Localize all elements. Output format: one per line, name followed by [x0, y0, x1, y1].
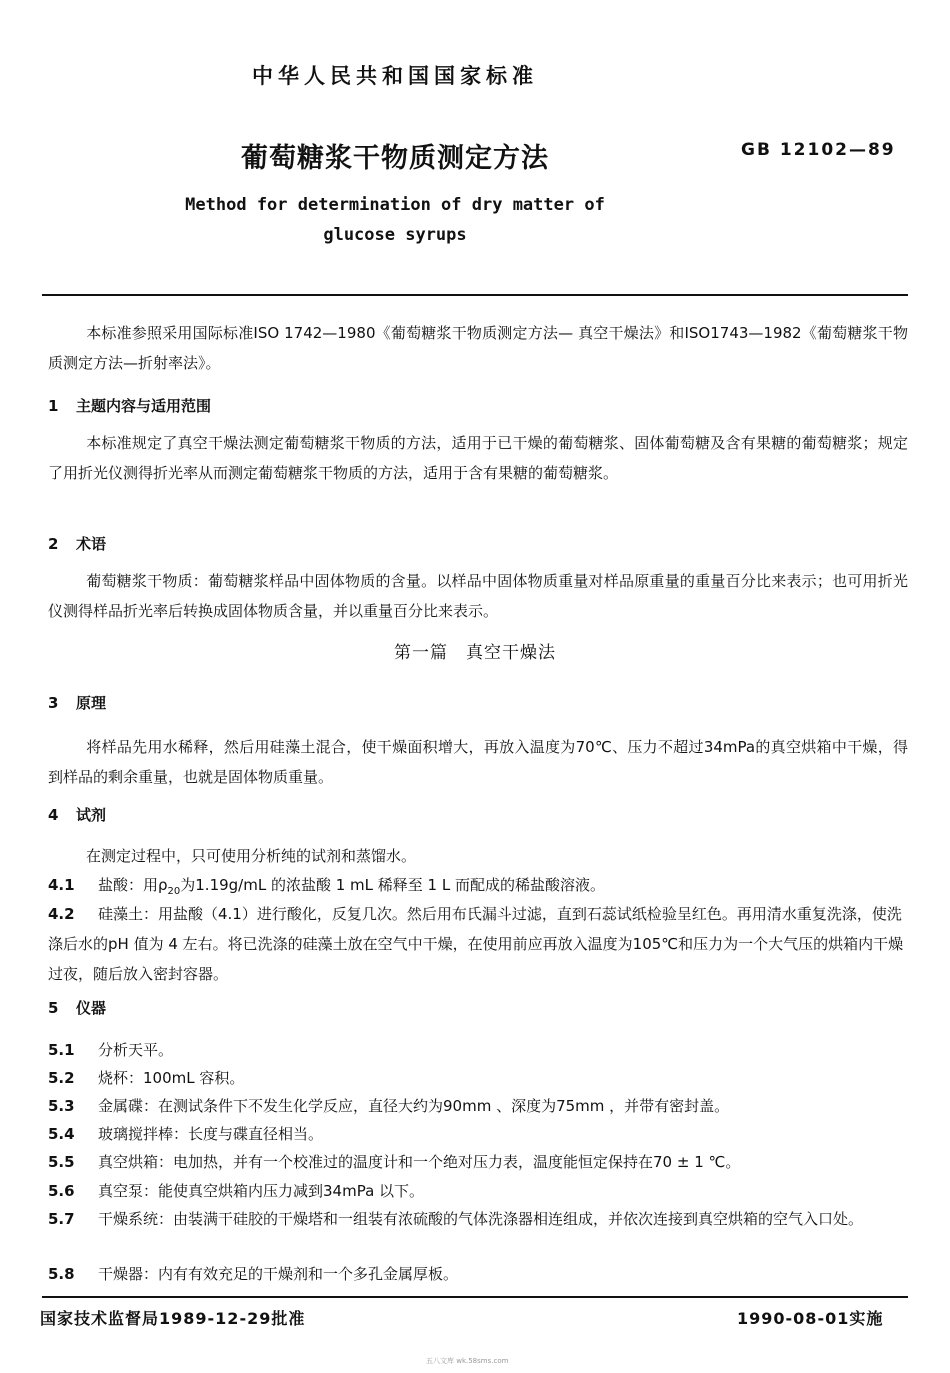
item-5-7: 5.7 干燥系统：由装满干硅胶的干燥塔和一组装有浓硫酸的气体洗涤器相连组成，并依次连接到真空烘箱的空气入口处。	[48, 1210, 864, 1228]
national-standard-heading: 中华人民共和国国家标准	[252, 64, 538, 88]
section-5-heading: 5 仪器	[48, 999, 107, 1017]
intro-paragraph: 本标准参照采用国际标准ISO 1742—1980《葡萄糖浆干物质测定方法— 真空干燥法》和ISO1743—1982《葡萄糖浆干物质测定方法—折射率法》。	[48, 324, 908, 372]
item-5-2: 5.2 烧杯：100mL 容积。	[48, 1069, 245, 1087]
item-5-5: 5.5 真空烘箱：电加热，并有一个校准过的温度计和一个绝对压力表，温度能恒定保持在70 ± 1 ℃。	[48, 1153, 741, 1171]
english-title-line-1: Method for determination of dry matter of	[185, 195, 605, 215]
item-5-1: 5.1 分析天平。	[48, 1041, 174, 1059]
item-5-4: 5.4 玻璃搅拌棒：长度与碟直径相当。	[48, 1125, 324, 1143]
section-4-heading: 4 试剂	[48, 806, 107, 824]
header-divider	[42, 294, 908, 296]
effective-date: 1990-08-01实施	[737, 1309, 884, 1328]
section-1-heading: 1 主题内容与适用范围	[48, 397, 212, 415]
document-title: 葡萄糖浆干物质测定方法	[241, 143, 549, 174]
section-1-text: 本标准规定了真空干燥法测定葡萄糖浆干物质的方法，适用于已干燥的葡萄糖浆、固体葡萄糖及含有果糖的葡萄糖浆；规定了用折光仪测得折光率从而测定葡萄糖浆干物质的方法，适用于含有果糖的葡萄糖浆。	[48, 434, 908, 482]
item-5-6: 5.6 真空泵：能使真空烘箱内压力减到34mPa 以下。	[48, 1182, 425, 1200]
item-4-2: 4.2 硅藻土：用盐酸（4.1）进行酸化，反复几次。然后用布氏漏斗过滤，直到石蕊试纸检验呈红色。再用清水重复洗涤，使洗涤后水的pH 值为 4 左右。将已洗涤的硅藻土放在空气中干燥，在使用前应再放入温度为105℃和压力为一个大气压的烘箱内干燥过夜，随后放入密封容器。	[48, 905, 904, 983]
item-5-3: 5.3 金属碟：在测试条件下不发生化学反应，直径大约为90mm 、深度为75mm ，并带有密封盖。	[48, 1097, 730, 1115]
approval-date: 国家技术监督局1989-12-29批准	[40, 1309, 306, 1328]
item-5-8: 5.8 干燥器：内有有效充足的干燥剂和一个多孔金属厚板。	[48, 1265, 459, 1283]
section-2-heading: 2 术语	[48, 535, 107, 553]
section-3-heading: 3 原理	[48, 694, 107, 712]
section-4-text: 在测定过程中，只可使用分析纯的试剂和蒸馏水。	[86, 847, 417, 865]
item-4-1: 4.1 盐酸：用$\rho_{20}$为1.19g/mL 的浓盐酸 1 mL 稀释至 1 L 而配成的稀盐酸溶液。	[48, 876, 605, 897]
english-title-line-2: glucose syrups	[323, 225, 467, 245]
watermark: 五八文库 wk.58sms.com	[426, 1357, 509, 1365]
footer-divider	[42, 1296, 908, 1298]
standard-code: GB 12102—89	[741, 140, 896, 160]
section-2-text: 葡萄糖浆干物质：葡萄糖浆样品中固体物质的含量。以样品中固体物质重量对样品原重量的重量百分比来表示；也可用折光仪测得样品折光率后转换成固体物质含量，并以重量百分比来表示。	[48, 572, 908, 620]
part-1-heading: 第一篇 真空干燥法	[394, 643, 556, 663]
section-3-text: 将样品先用水稀释，然后用硅藻土混合，使干燥面积增大，再放入温度为70℃、压力不超过34mPa的真空烘箱中干燥，得到样品的剩余重量，也就是固体物质重量。	[48, 738, 908, 786]
